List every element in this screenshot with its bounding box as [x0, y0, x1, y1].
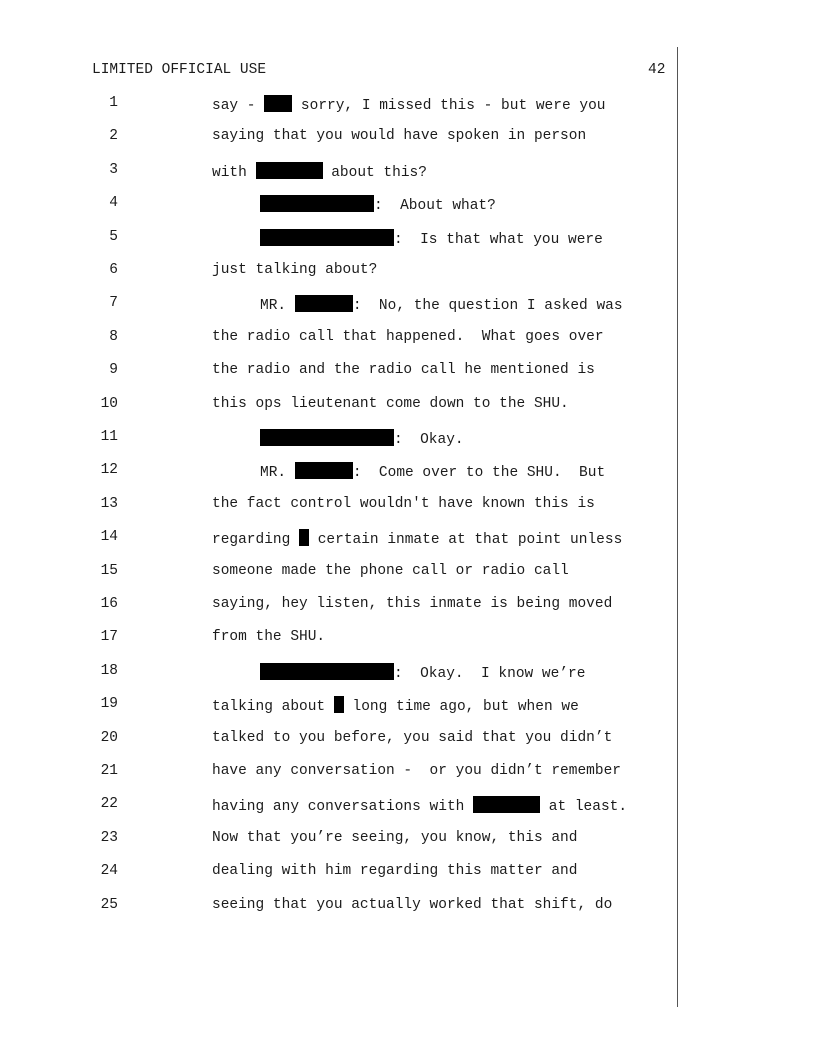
line-number: 16	[100, 596, 118, 612]
redaction-block	[473, 796, 540, 813]
line-text	[212, 696, 579, 715]
text-segment: MR.	[260, 465, 295, 482]
redaction-block	[334, 696, 344, 713]
text-segment: talked to you before, you said that you didn’t	[212, 729, 613, 746]
line-text	[212, 563, 569, 579]
classification-header: LIMITED OFFICIAL USE	[92, 62, 267, 78]
line-text	[212, 95, 605, 114]
line-text	[260, 663, 585, 682]
text-segment: certain inmate at that point unless	[309, 532, 623, 549]
text-segment: : Okay. I know we’re	[394, 665, 586, 682]
text-segment: just talking about?	[212, 262, 378, 278]
transcript-line	[0, 863, 677, 885]
line-number: 11	[100, 429, 118, 445]
line-number: 14	[100, 529, 118, 546]
transcript-line	[0, 396, 677, 418]
text-segment: Now that you’re seeing, you know, this and	[212, 829, 578, 846]
text-segment: saying that you would have spoken in person	[212, 128, 587, 145]
line-number: 24	[100, 863, 118, 880]
text-segment: the fact control wouldn't have known this is	[212, 495, 595, 512]
line-number: 9	[109, 362, 118, 379]
text-segment: seeing that you actually worked that shift, do	[212, 896, 613, 913]
text-segment: have any conversation - or you didn’t remember	[212, 763, 621, 779]
transcript-line	[0, 128, 677, 150]
text-segment: this ops lieutenant come down to the SHU.	[212, 395, 569, 412]
line-number: 6	[109, 262, 118, 278]
transcript-line	[0, 897, 677, 919]
text-segment: regarding	[212, 532, 300, 549]
line-text	[260, 462, 605, 481]
text-segment: the radio and the radio call he mentioned is	[212, 362, 595, 379]
line-number: 2	[109, 128, 118, 145]
line-text	[212, 897, 612, 913]
transcript-line	[0, 295, 677, 317]
line-number: 20	[100, 729, 118, 746]
transcript-line	[0, 629, 677, 651]
transcript-line	[0, 730, 677, 752]
line-text	[212, 763, 621, 779]
line-text	[260, 429, 464, 448]
redaction-block	[256, 162, 323, 179]
line-number: 18	[100, 662, 118, 679]
line-text	[212, 730, 612, 746]
line-text	[212, 629, 325, 645]
text-segment: the radio call that happened. What goes over	[212, 328, 604, 345]
text-segment: long time ago, but when we	[343, 699, 579, 716]
line-number: 1	[109, 95, 118, 111]
transcript-line	[0, 830, 677, 852]
line-text	[212, 496, 595, 512]
text-segment: saying, hey listen, this inmate is being moved	[212, 596, 613, 612]
redaction-block	[295, 462, 353, 479]
transcript-line	[0, 796, 677, 818]
transcript-line	[0, 195, 677, 217]
text-segment: : Okay.	[394, 432, 464, 448]
text-segment: having any conversations with	[212, 799, 474, 816]
line-text	[260, 295, 623, 314]
transcript-line	[0, 529, 677, 551]
line-text	[212, 596, 612, 612]
line-text	[212, 863, 577, 879]
line-number: 8	[109, 328, 118, 345]
transcript-line	[0, 563, 677, 585]
line-text	[260, 229, 603, 248]
transcript-line	[0, 462, 677, 484]
line-text	[212, 830, 577, 846]
transcript-line	[0, 496, 677, 518]
text-segment: : Is that what you were	[394, 231, 603, 248]
line-number: 25	[100, 896, 118, 913]
line-text	[212, 128, 586, 144]
line-number: 17	[100, 629, 118, 646]
text-segment: from the SHU.	[212, 629, 326, 646]
line-number: 12	[100, 462, 118, 479]
transcript-line	[0, 262, 677, 284]
redaction-block	[260, 195, 374, 212]
margin-rule	[677, 47, 678, 1007]
transcript-line	[0, 763, 677, 785]
line-number: 19	[100, 696, 118, 713]
page-number: 42	[648, 62, 666, 78]
line-text	[212, 796, 627, 815]
text-segment: say -	[212, 98, 265, 114]
transcript-line	[0, 696, 677, 718]
text-segment: at least.	[540, 799, 628, 816]
redaction-block	[260, 429, 394, 446]
text-segment: : Come over to the SHU. But	[352, 465, 606, 482]
line-number: 13	[100, 495, 118, 512]
line-number: 23	[100, 829, 118, 846]
line-text	[212, 396, 569, 412]
line-text	[212, 162, 427, 181]
line-number: 3	[109, 161, 118, 178]
text-segment: about this?	[322, 164, 427, 181]
transcript-line	[0, 429, 677, 451]
line-text	[260, 195, 496, 214]
redaction-block	[295, 295, 353, 312]
redaction-block	[264, 95, 292, 112]
line-text	[212, 529, 622, 548]
text-segment: sorry, I missed this - but were you	[292, 98, 606, 114]
transcript-line	[0, 229, 677, 251]
line-number: 5	[109, 228, 118, 245]
text-segment: MR.	[260, 298, 295, 315]
transcript-line	[0, 663, 677, 685]
line-number: 10	[100, 395, 118, 412]
transcript-line	[0, 95, 677, 117]
redaction-block	[299, 529, 309, 546]
transcript-line	[0, 162, 677, 184]
text-segment: talking about	[212, 699, 334, 716]
redaction-block	[260, 229, 394, 246]
text-segment: someone made the phone call or radio call	[212, 562, 569, 579]
transcript-line	[0, 596, 677, 618]
text-segment: : About what?	[374, 198, 496, 215]
line-number: 15	[100, 562, 118, 579]
text-segment: : No, the question I asked was	[352, 298, 623, 315]
line-number: 21	[100, 763, 118, 779]
redaction-block	[260, 663, 394, 680]
line-number: 7	[109, 295, 118, 312]
text-segment: with	[212, 164, 256, 181]
line-text	[212, 362, 595, 378]
transcript-line	[0, 329, 677, 351]
line-text	[212, 329, 604, 345]
transcript-line	[0, 362, 677, 384]
line-number: 22	[100, 796, 118, 813]
line-text	[212, 262, 377, 278]
text-segment: dealing with him regarding this matter and	[212, 863, 578, 880]
line-number: 4	[109, 195, 118, 212]
